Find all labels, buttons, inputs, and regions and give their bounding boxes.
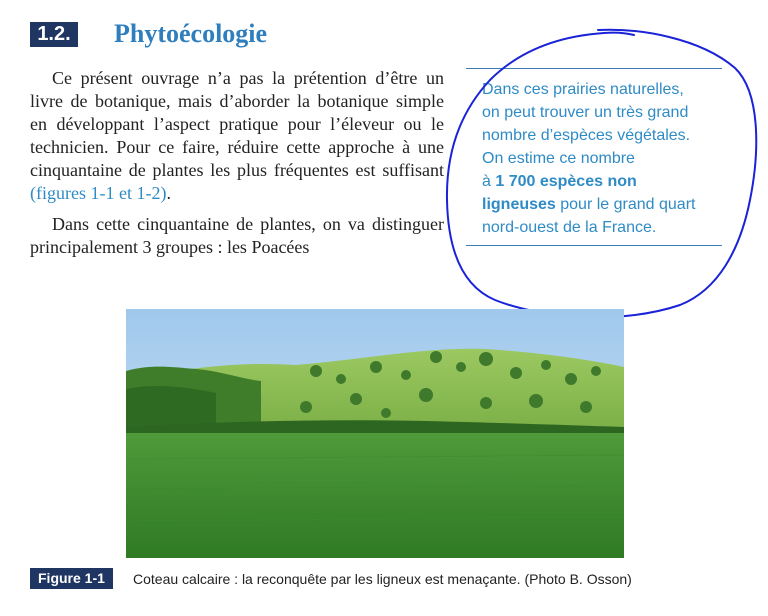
section-title: Phytoécologie bbox=[114, 19, 268, 48]
callout-line: nombre d’espèces végétales. bbox=[482, 127, 691, 144]
callout-line5-pre: à bbox=[482, 173, 496, 190]
callout-line bbox=[482, 170, 732, 193]
figure-reference: (figures 1-1 et 1-2) bbox=[30, 183, 167, 203]
hillside-meadow-image bbox=[126, 309, 624, 558]
paragraph-1-end: . bbox=[166, 183, 171, 203]
caption-text: Coteau calcaire : la reconquête par les ligneux est menaçante. (Photo B. Osson) bbox=[133, 571, 632, 587]
paragraph-1-text: Ce présent ouvrage n’a pas la prétention d’être un livre de botanique, mais d’aborder la botanique simple en développant l’aspect pratique pour l’éleveur ou le technicien. Pour ce faire, réduire cette approche à une cinquantaine de plantes les plus fréquentes est suffisant bbox=[30, 68, 444, 180]
callout-line: on peut trouver un très grand bbox=[482, 104, 689, 121]
callout-line: nord-ouest de la France. bbox=[482, 219, 657, 236]
landscape-photo bbox=[126, 309, 624, 558]
callout-line6-rest: pour le grand quart bbox=[555, 196, 696, 213]
callout-line bbox=[482, 193, 732, 216]
paragraph-1 bbox=[30, 67, 444, 205]
callout-line: Dans ces prairies naturelles, bbox=[482, 81, 684, 98]
section-number: 1.2. bbox=[30, 22, 78, 47]
callout-text bbox=[482, 78, 732, 239]
figure-caption bbox=[30, 568, 750, 590]
paragraph-2: Dans cette cinquantaine de plantes, on va distinguer principalement 3 groupes : les Poacées bbox=[30, 214, 444, 257]
figure-label: Figure 1-1 bbox=[30, 568, 113, 589]
body-text bbox=[30, 67, 444, 259]
callout-highlight: ligneuses bbox=[482, 196, 556, 213]
callout-line: On estime ce nombre bbox=[482, 150, 635, 167]
callout-highlight: 1 700 espèces non bbox=[495, 173, 637, 190]
